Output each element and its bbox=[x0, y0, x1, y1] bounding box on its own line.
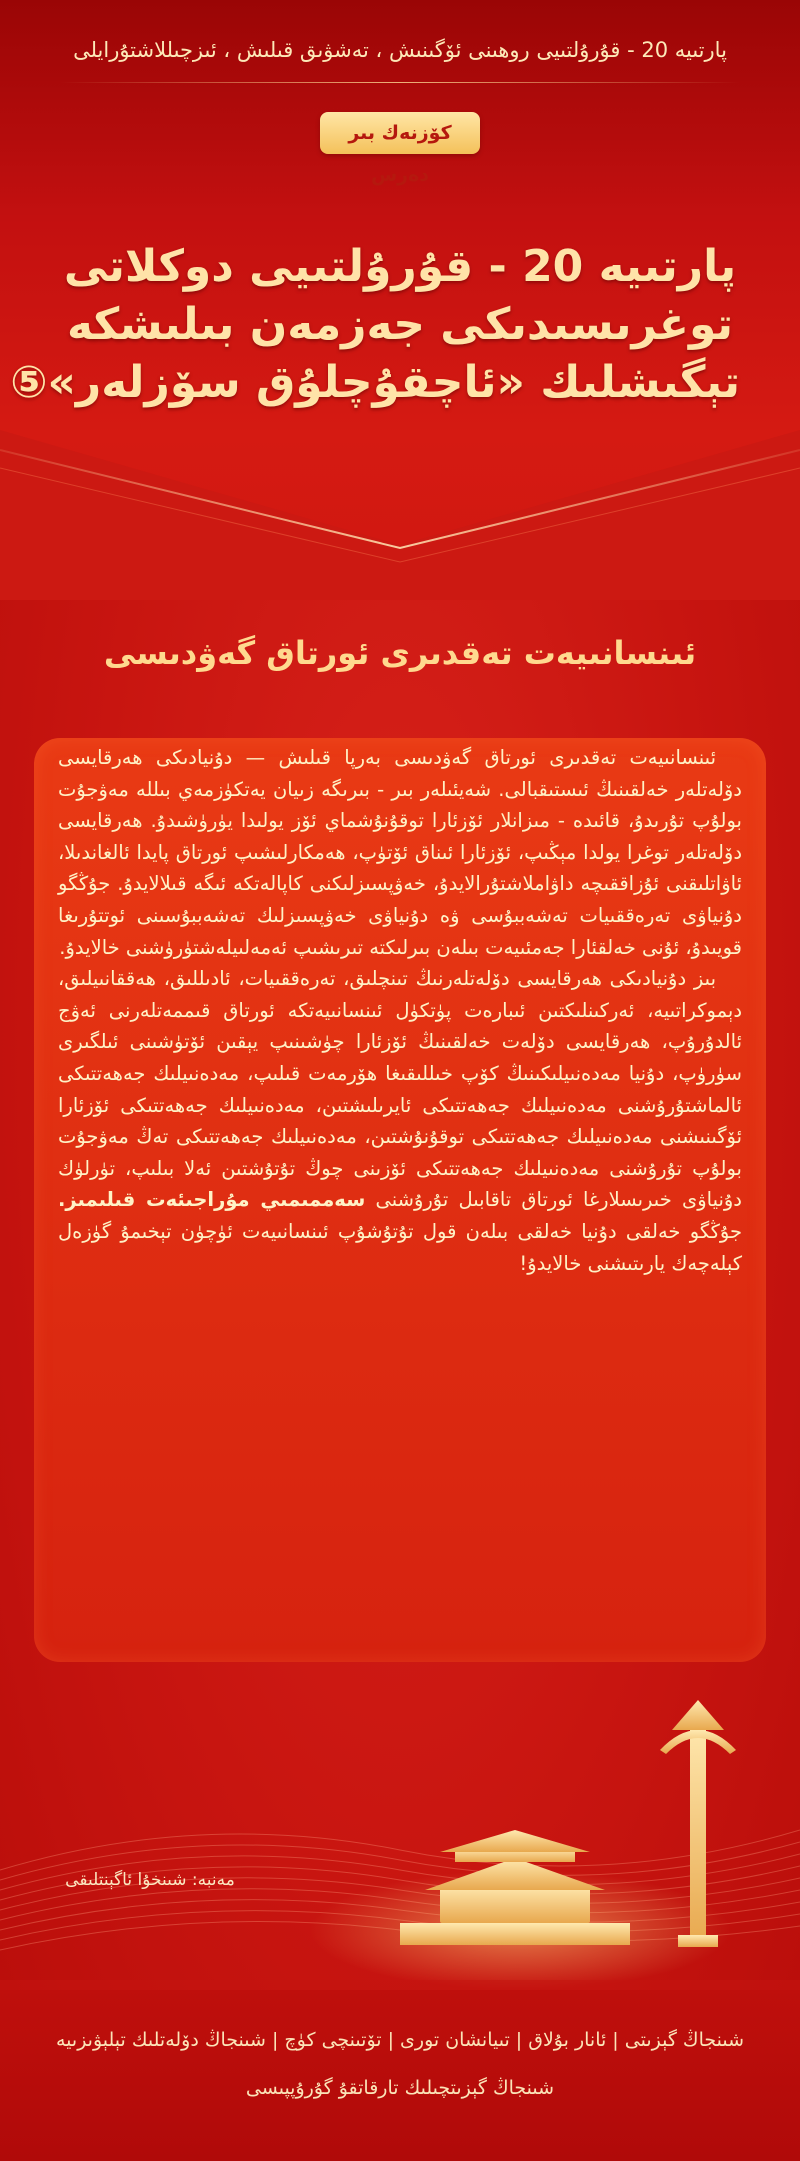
page-title bbox=[10, 238, 740, 412]
chevron-decoration bbox=[0, 430, 800, 600]
paragraph-2-emphasis: سەممىمىي مۇراجىئەت قىلىمىز. bbox=[58, 1188, 366, 1212]
source-credit: مەنبە: شىنخۇا ئاگېنتلىقى bbox=[65, 1870, 235, 1890]
header-divider bbox=[60, 82, 740, 83]
title-line-3: تېگىشلىك «ئاچقۇچلۇق سۆزلەر»⑤ bbox=[10, 357, 740, 408]
paragraph-2-part-a: بىز دۇنيادىكى ھەرقايسى دۆلەتلەرنىڭ تىنچلىق، تەرەققىيات، ئادىللىق، ھەققانىيلىق، دېموكراتىيە، ئەركىنلىكتىن ئىبارەت پۈتكۈل ئىنسانىيەتكە ئورتاق قىممەتلەرنى ئەۋج ئالدۇرۇپ، ھەرقايسى دۆلەت خەلقىنىڭ ئۆزئارا چۈشىنىپ يېقىن ئۆتۈشىنى ئىلگىرى سۈرۈپ، دۇنيا مەدەنىيلىكىنىڭ كۆپ خىللىقىغا ھۆرمەت قىلىپ، مەدەنىيلىك جەھەتتىكى ئالماشتۇرۇشنى مەدەنىيلىك جەھەتتىكى ئايرىلىشتىن، مەدەنىيلىك جەھەتتىكى ئۆزئارا ئۆگىنىشنى مەدەنىيلىك جەھەتتىكى توقۇنۇشتىن، مەدەنىيلىك جەھەتتىكى تەڭ مەۋجۇت بولۇپ تۇرۇشنى مەدەنىيلىك جەھەتتىكى ئۆزىنى چوڭ تۇتۇشتىن ئەلا بىلىپ، تۈرلۈك دۇنياۋى خىرىسلارغا ئورتاق تاقابىل تۇرۇشنى bbox=[58, 967, 742, 1212]
content-paragraph-2 bbox=[58, 963, 742, 1279]
header-slogan: پارتىيە 20 - قۇرۇلتىيى روھىنى ئۆگىنىش ، تەشۋىق قىلىش ، ئىزچىللاشتۇرايلى bbox=[73, 38, 727, 62]
title-line-1: پارتىيە 20 - قۇرۇلتىيى دوكلاتى bbox=[63, 241, 737, 292]
footer-publishers: شىنجاڭ گېزىتى | ئانار بۇلاق | تىيانشان تورى | تۆتىنچى كۈچ | شىنجاڭ دۆلەتلىك تېلېۋىزىيە bbox=[55, 2029, 745, 2051]
bottom-landmark-illustration bbox=[0, 1680, 800, 2020]
section-heading: ئىنسانىيەت تەقدىرى ئورتاق گەۋدىسى bbox=[103, 634, 697, 672]
paragraph-2-part-b: جۇڭگو خەلقى دۇنيا خەلقى بىلەن قول تۇتۇشۇپ ئىنسانىيەت ئۈچۈن تېخىمۇ گۈزەل كېلەچەك يارىتىشنى خالايدۇ! bbox=[58, 1219, 742, 1275]
footer-group-name: شىنجاڭ گېزىتچىلىك تارقاتقۇ گۇرۇپپىسى bbox=[245, 2077, 555, 2099]
gate-tower-icon bbox=[400, 1830, 630, 1945]
series-badge: كۆزنەك بىر دەرس bbox=[320, 112, 480, 154]
content-paragraph-1: ئىنسانىيەت تەقدىرى ئورتاق گەۋدىسى بەرپا قىلىش — دۇنيادىكى ھەرقايسى دۆلەتلەر خەلقىنىڭ ئىستىقبالى. شەيئىلەر بىر - بىرىگە زىيان يەتكۈزمەي بىللە مەۋجۇت بولۇپ تۇرىدۇ، قائىدە - مىزانلار ئۆزئارا توقۇنۇشماي ئۆز يولىدا يۈرۈشىدۇ. ھەرقايسى دۆلەتلەر توغرا يولدا مېڭىپ، ئۆزئارا ئىناق ئۆتۈپ، ھەمكارلىشىپ ئورتاق پايدا ئالغاندىلا، ئاۋاتلىقنى ئۇزاققىچە داۋاملاشتۇرالايدۇ، خەۋپسىزلىكنى كاپالەتكە ئىگە قىلالايدۇ. جۇڭگو دۇنياۋى تەرەققىيات تەشەببۇسى ۋە دۇنياۋى خەۋپسىزلىك تەشەببۇسىنى ئوتتۇرىغا قويىدۇ، ئۇنى خەلقئارا جەمئىيەت بىلەن بىرلىكتە تىرىشىپ ئەمەلىيلەشتۈرۈشنى خالايدۇ. bbox=[58, 746, 742, 959]
content-body bbox=[58, 742, 742, 1279]
title-line-2: توغرىسىدىكى جەزمەن بىلىشكە bbox=[66, 299, 734, 350]
